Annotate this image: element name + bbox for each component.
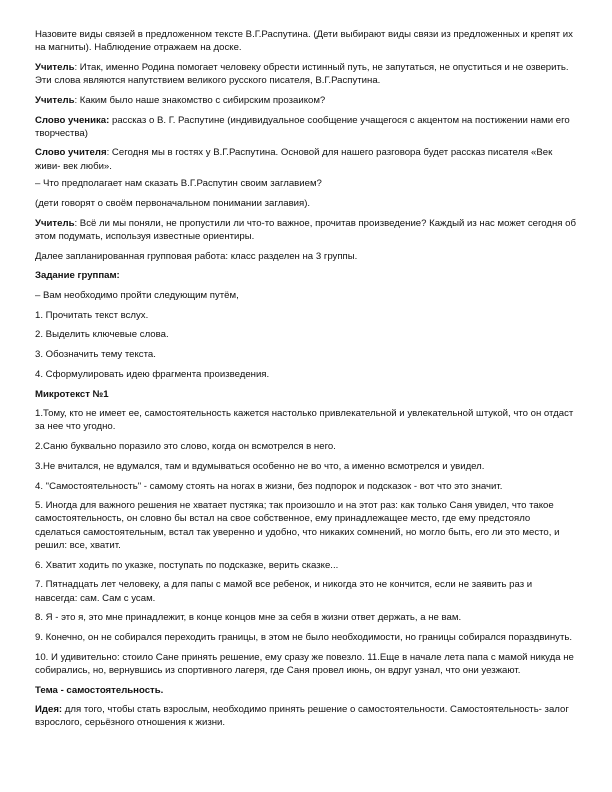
paragraph-text: : Каким было наше знакомство с сибирским прозаиком? xyxy=(74,94,326,106)
microtext-sentence-8: 8. Я - это я, это мне принадлежит, в конце концов мне за себя в жизни ответ держать, а не вам. xyxy=(35,612,462,624)
section-heading-microtext xyxy=(35,388,577,401)
list-item-2: 2. Выделить ключевые слова. xyxy=(35,329,169,341)
paragraph-text: : Итак, именно Родина помогает человеку обрести истинный путь, не запутаться, не опуститься и не озверить. Эти слова являются напутствием великого русского писателя, В.Г.Распутина. xyxy=(35,61,569,87)
microtext-sentence-9: 9. Конечно, он не собирался переходить границы, в этом не было необходимости, но границы собирался пораздвинуть. xyxy=(35,631,573,643)
heading-text: Задание группам: xyxy=(35,270,120,282)
paragraph-teacher-word xyxy=(35,146,577,172)
paragraph-teacher-2 xyxy=(35,94,577,107)
microtext-sentence-3: 3.Не вчитался, не вдумался, там и вдумываться особенно не во что, а именно всмотрелся и увидел. xyxy=(35,460,485,472)
paragraph-idea xyxy=(35,703,577,729)
paragraph-text: рассказ о В. Г. Распутине (индивидуальное сообщение учащегося с акцентом на постижении нами его творчества) xyxy=(35,114,570,139)
speaker-label: Учитель xyxy=(35,217,75,229)
microtext-sentence-7: 7. Пятнадцать лет человеку, а для папы с мамой все ребенок, и никогда это не кончится, если не заявить раз и навсегда: сам. Сам с усам. xyxy=(35,579,533,604)
speaker-label: Учитель xyxy=(35,61,75,73)
paragraph-group-work: Далее запланированная групповая работа: класс разделен на 3 группы. xyxy=(35,250,358,262)
microtext-sentence-2: 2.Саню буквально поразило это слово, когда он всмотрелся в него. xyxy=(35,441,336,453)
paragraph-question: – Что предполагает нам сказать В.Г.Распутин своим заглавием? xyxy=(35,178,322,190)
paragraph-text: : Всё ли мы поняли, не пропустили ли что-то важное, прочитав произведение? Каждый из нас может сегодня об этом подумать, используя известные ориентиры. xyxy=(35,217,576,242)
microtext-sentence-4: 4. "Самостоятельность" - самому стоять на ногах в жизни, без подпорок и подсказок - вот что это значит. xyxy=(35,480,503,492)
paragraph-student-word xyxy=(35,114,577,140)
speaker-label: Слово ученика: xyxy=(35,114,110,126)
heading-text: Тема - самостоятельность. xyxy=(35,684,164,696)
paragraph-children-answer: (дети говорят о своём первоначальном понимании заглавия). xyxy=(35,198,311,210)
speaker-label: Слово учителя xyxy=(35,147,107,159)
paragraph-text: для того, чтобы стать взрослым, необходимо принять решение о самостоятельности. Самостоятельность- залог взрослого, серьёзного отношения к жизни. xyxy=(35,704,569,729)
speaker-label: Учитель xyxy=(35,94,75,106)
paragraph-text: : Сегодня мы в гостях у В.Г.Распутина. Основой для нашего разговора будет рассказ писателя «Век живи- век люби». xyxy=(35,147,553,172)
heading-text: Микротекст №1 xyxy=(35,388,109,400)
list-item-1: 1. Прочитать текст вслух. xyxy=(35,309,149,321)
microtext-sentence-10: 10. И удивительно: стоило Сане принять решение, ему сразу же повезло. 11.Еще в начале лета папа с мамой никуда не собирались, но, вернувшись из спортивного лагеря, где Саня провел июнь, он вдруг узнал, что они уезжают. xyxy=(35,651,574,676)
paragraph-teacher-1 xyxy=(35,61,577,87)
document-page xyxy=(35,28,577,736)
section-heading-task xyxy=(35,269,577,282)
paragraph-teacher-3 xyxy=(35,217,577,243)
microtext-sentence-6: 6. Хватит ходить по указке, поступать по подсказке, верить сказке... xyxy=(35,559,339,571)
theme-heading xyxy=(35,684,577,697)
list-item-3: 3. Обозначить тему текста. xyxy=(35,349,156,361)
microtext-sentence-1: 1.Тому, кто не имеет ее, самостоятельность кажется настолько привлекательной и увлекательной штукой, что он отдаст за нее что угодно. xyxy=(35,408,574,433)
idea-label: Идея: xyxy=(35,704,63,716)
paragraph-instruction: Назовите виды связей в предложенном тексте В.Г.Распутина. (Дети выбирают виды связи из предложенных и крепят их на магниты). Наблюдение отражаем на доске. xyxy=(35,29,573,54)
paragraph-path-intro: – Вам необходимо пройти следующим путём, xyxy=(35,290,239,302)
microtext-sentence-5: 5. Иногда для важного решения не хватает пустяка; так произошло и на этот раз: как только Саня увидел, что такое самостоятельность, он словно бы встал на свое собственное, ему принадлежащее место, где ему предстояло сделаться самостоятельным, встал так уверенно и удобно, что никаких сомнений, но могло быть, его ли это место, и решил: все, хватит. xyxy=(35,500,560,551)
list-item-4: 4. Сформулировать идею фрагмента произведения. xyxy=(35,368,270,380)
